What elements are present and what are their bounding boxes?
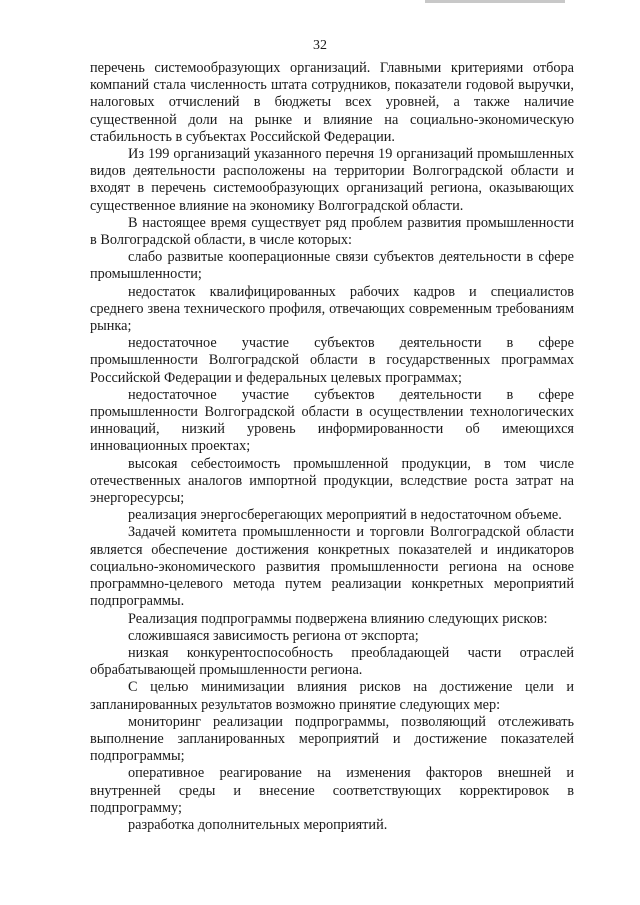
paragraph: В настоящее время существует ряд проблем развития промышленности в Волгоградской области, в числе которых: <box>90 214 574 249</box>
paragraph: Задачей комитета промышленности и торговли Волгоградской области является обеспечение достижения конкретных показателей и индикаторов социально-экономического развития промышленности региона на основе программно-целевого метода путем реализации конкретных мероприятий подпрограммы. <box>90 524 574 610</box>
list-item: сложившаяся зависимость региона от экспорта; <box>128 627 419 644</box>
list-item: высокая себестоимость промышленной продукции, в том числе отечественных аналогов импортной продукции, вследствие роста затрат на энергоресурсы; <box>90 455 574 507</box>
paragraph: Реализация подпрограммы подвержена влиянию следующих рисков: <box>128 610 548 627</box>
paragraph: перечень системообразующих организаций. Главными критериями отбора компаний стала численность штата сотрудников, показатели годовой выручки, налоговых отчислений в бюджеты всех уровней, а также наличие существенной доли на рынке и влияние на социально-экономическую стабильность в субъектах Российской Федерации. <box>90 60 574 145</box>
list-item: низкая конкурентоспособность преобладающей части отраслей обрабатывающей промышленности региона. <box>90 644 574 679</box>
list-item: оперативное реагирование на изменения факторов внешней и внутренней среды и внесение соответствующих корректировок в подпрограмму; <box>90 765 574 816</box>
page-number: 32 <box>313 38 327 53</box>
list-item: разработка дополнительных мероприятий. <box>128 816 388 833</box>
body-text <box>90 60 574 834</box>
list-item: мониторинг реализации подпрограммы, позволяющий отслеживать выполнение запланированных мероприятий и достижение показателей подпрограммы; <box>90 713 574 765</box>
list-item: слабо развитые кооперационные связи субъектов деятельности в сфере промышленности; <box>90 249 574 283</box>
scan-header-mark <box>425 0 565 3</box>
paragraph: С целью минимизации влияния рисков на достижение цели и запланированных результатов возможно принятие следующих мер: <box>90 679 574 713</box>
paragraph: Из 199 организаций указанного перечня 19 организаций промышленных видов деятельности расположены на территории Волгоградской области и входят в перечень системообразующих организаций региона, оказывающих существенное влияние на экономику Волгоградской области. <box>90 146 574 214</box>
list-item: недостаток квалифицированных рабочих кадров и специалистов среднего звена технического профиля, отвечающих современным требованиям рынка; <box>90 283 574 335</box>
list-item: реализация энергосберегающих мероприятий в недостаточном объеме. <box>128 507 562 524</box>
list-item: недостаточное участие субъектов деятельности в сфере промышленности Волгоградской области в государственных программах Российской Федерации и федеральных целевых программах; <box>90 335 574 386</box>
list-item: недостаточное участие субъектов деятельности в сфере промышленности Волгоградской области в осуществлении технологических инноваций, низкий уровень информированности об имеющихся инновационных проектах; <box>90 386 574 455</box>
